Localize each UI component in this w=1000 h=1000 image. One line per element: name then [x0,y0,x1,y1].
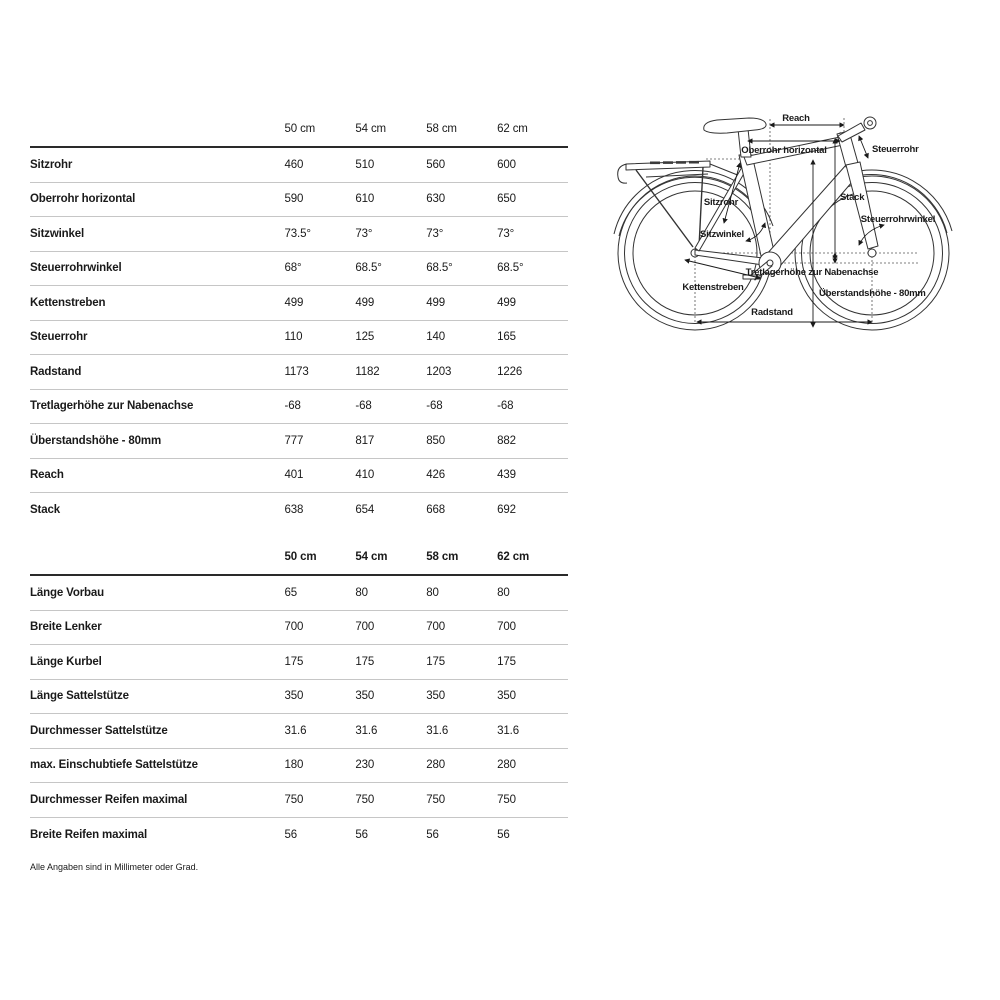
row-value: 401 [284,469,304,482]
geometry-table-header [30,111,568,148]
row-value: 31.6 [284,724,307,737]
handlebar-grip [864,117,876,129]
row-value: 499 [497,296,516,309]
row-value: 80 [355,586,368,599]
table-row [30,680,568,715]
row-value: 175 [426,655,446,668]
label-sitzrohr: Sitzrohr [703,197,739,208]
row-value: -68 [355,400,372,413]
row-value: 882 [497,434,516,447]
table-row [30,252,568,287]
table-row [30,818,568,853]
label-radstand: Radstand [751,307,793,318]
row-label: Radstand [30,365,82,378]
units-note: Alle Angaben sind in Millimeter oder Grad. [30,862,199,872]
row-value: 700 [355,621,375,634]
fork [846,162,878,249]
row-label: Sitzrohr [30,158,73,171]
row-value: 280 [426,759,446,772]
row-value: 68.5° [426,262,453,275]
row-value: 68.5° [355,262,382,275]
row-value: 350 [284,690,304,703]
column-header-54cm: 54 cm [355,122,386,135]
row-label: Tretlagerhöhe zur Nabenachse [30,400,194,413]
label-kettenstreben: Kettenstreben [682,282,744,293]
table-row [30,217,568,252]
row-label: Breite Reifen maximal [30,828,148,841]
row-value: 638 [284,504,304,517]
column-header-58cm: 58 cm [426,122,457,135]
row-value: 750 [497,793,516,806]
column-header-58cm: 58 cm [426,550,459,563]
components-table-body [30,576,568,852]
table-row [30,459,568,494]
row-label: Stack [30,504,60,517]
row-value: 700 [284,621,304,634]
row-label: Durchmesser Reifen maximal [30,793,188,806]
front-hub [868,249,876,257]
table-row [30,183,568,218]
row-value: 668 [426,504,446,517]
row-value: 850 [426,434,446,447]
dim-steuerrohr [859,136,868,158]
row-value: 68.5° [497,262,524,275]
seat-tube [739,155,776,265]
row-value: 31.6 [497,724,519,737]
saddle [704,118,766,133]
row-value: 350 [426,690,446,703]
row-value: 817 [355,434,375,447]
label-stack: Stack [840,192,865,203]
row-value: 230 [355,759,375,772]
row-value: 654 [355,504,375,517]
rack-strut-front [636,170,693,247]
row-value: 499 [426,296,446,309]
table-row [30,645,568,680]
row-value: 350 [355,690,375,703]
row-value: 56 [426,828,439,841]
table-row [30,783,568,818]
bike-diagram-svg [600,103,980,343]
row-label: Durchmesser Sattelstütze [30,724,168,737]
row-value: 175 [497,655,516,668]
geometry-table-body [30,148,568,528]
row-value: 80 [497,586,510,599]
table-row [30,390,568,425]
row-value: 426 [426,469,446,482]
row-value: 175 [284,655,304,668]
rack-brace [710,164,740,176]
row-label: Überstandshöhe - 80mm [30,434,162,447]
row-value: 630 [426,193,446,206]
row-value: 499 [355,296,375,309]
row-value: 439 [497,469,516,482]
table-row [30,321,568,356]
table-row [30,493,568,528]
column-header-62cm: 62 cm [497,122,528,135]
row-value: 140 [426,331,446,344]
row-label: Steuerrohr [30,331,88,344]
components-table [30,539,568,852]
row-value: 1203 [426,365,452,378]
label-steuerrohr: Steuerrohr [872,144,919,155]
label-sitzwinkel: Sitzwinkel [700,229,744,240]
label-ueberstandshoehe: Überstandshöhe - 80mm [819,288,926,299]
table-row [30,611,568,646]
table-row [30,749,568,784]
row-label: Länge Sattelstütze [30,690,129,703]
row-value: 180 [284,759,304,772]
row-value: 73.5° [284,227,311,240]
column-header-62cm: 62 cm [497,550,530,563]
label-steuerrohrwinkel: Steuerrohrwinkel [860,214,936,225]
row-value: 750 [284,793,304,806]
components-table-header [30,539,568,576]
row-value: 56 [284,828,298,841]
row-value: 650 [497,193,516,206]
row-label: Sitzwinkel [30,227,85,240]
row-value: 1226 [497,365,523,378]
row-value: -68 [426,400,443,413]
row-value: 692 [497,504,516,517]
chainstay [695,250,763,265]
row-value: 73° [355,227,373,240]
row-label: Kettenstreben [30,296,106,309]
row-value: 610 [355,193,375,206]
row-value: 600 [497,158,516,171]
column-header-50cm: 50 cm [284,550,317,563]
row-label: Breite Lenker [30,621,102,634]
geometry-table [30,111,568,528]
row-value: 410 [355,469,375,482]
row-label: Reach [30,469,64,482]
row-value: 56 [355,828,368,841]
row-value: 31.6 [355,724,378,737]
row-label: Steuerrohrwinkel [30,262,122,275]
row-label: max. Einschubtiefe Sattelstütze [30,759,198,772]
row-value: 175 [355,655,375,668]
row-value: 165 [497,331,516,344]
down-tube [766,165,858,266]
row-value: 510 [355,158,375,171]
row-value: 73° [426,227,444,240]
row-value: -68 [497,400,514,413]
label-tretlagerhoehe: Tretlagerhöhe zur Nabenachse [745,267,879,278]
table-row [30,576,568,611]
row-value: -68 [284,400,301,413]
row-value: 280 [497,759,516,772]
row-value: 1173 [284,365,309,378]
row-label: Oberrohr horizontal [30,193,136,206]
row-value: 56 [497,828,510,841]
row-value: 750 [426,793,446,806]
bike-geometry-diagram [600,103,980,343]
row-value: 1182 [355,365,380,378]
row-value: 80 [426,586,439,599]
row-value: 590 [284,193,304,206]
row-label: Länge Vorbau [30,586,105,599]
table-row [30,286,568,321]
column-header-54cm: 54 cm [355,550,388,563]
label-reach: Reach [782,113,810,124]
row-value: 350 [497,690,516,703]
table-row [30,148,568,183]
row-value: 460 [284,158,304,171]
row-value: 560 [426,158,446,171]
row-value: 499 [284,296,304,309]
label-oberrohr: Oberrohr horizontal [741,145,827,156]
table-row [30,714,568,749]
row-value: 700 [426,621,446,634]
row-label: Länge Kurbel [30,655,102,668]
row-value: 110 [284,331,303,344]
row-value: 125 [355,331,375,344]
bb-spindle [767,260,773,266]
table-row [30,355,568,390]
table-row [30,424,568,459]
row-value: 31.6 [426,724,449,737]
row-value: 73° [497,227,515,240]
column-header-50cm: 50 cm [284,122,316,135]
row-value: 777 [284,434,304,447]
row-value: 65 [284,586,298,599]
row-value: 700 [497,621,516,634]
row-value: 68° [284,262,302,275]
row-value: 750 [355,793,375,806]
